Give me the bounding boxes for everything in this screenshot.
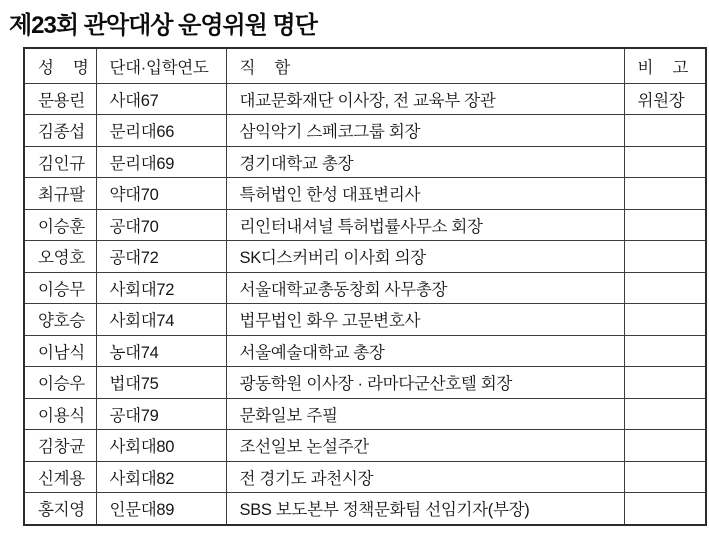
cell-note: [624, 209, 706, 241]
cell-college-year: 공대72: [96, 241, 226, 273]
cell-college-year: 약대70: [96, 178, 226, 210]
cell-note: [624, 304, 706, 336]
table-row: [24, 83, 706, 115]
cell-name: 오영호: [24, 241, 96, 273]
cell-note: [624, 430, 706, 462]
cell-position: 대교문화재단 이사장, 전 교육부 장관: [226, 83, 624, 115]
cell-name: 홍지영: [24, 493, 96, 525]
cell-college-year: 사회대74: [96, 304, 226, 336]
cell-note: [624, 272, 706, 304]
table-row: [24, 430, 706, 462]
cell-name: 김인규: [24, 146, 96, 178]
cell-note: [624, 461, 706, 493]
cell-note: [624, 146, 706, 178]
cell-name: 양호승: [24, 304, 96, 336]
cell-note: [624, 335, 706, 367]
table-row: [24, 493, 706, 525]
cell-name: 최규팔: [24, 178, 96, 210]
cell-college-year: 인문대89: [96, 493, 226, 525]
cell-position: 문화일보 주필: [226, 398, 624, 430]
cell-note: [624, 493, 706, 525]
cell-position: 조선일보 논설주간: [226, 430, 624, 462]
table-row: [24, 241, 706, 273]
cell-position: 광동학원 이사장 · 라마다군산호텔 회장: [226, 367, 624, 399]
cell-name: 이남식: [24, 335, 96, 367]
cell-name: 이용식: [24, 398, 96, 430]
cell-name: 김종섭: [24, 115, 96, 147]
cell-position: SBS 보도본부 정책문화팀 선임기자(부장): [226, 493, 624, 525]
cell-college-year: 법대75: [96, 367, 226, 399]
cell-position: 전 경기도 과천시장: [226, 461, 624, 493]
header-college-year: 단대·입학연도: [96, 48, 226, 83]
table-row: [24, 335, 706, 367]
cell-college-year: 공대79: [96, 398, 226, 430]
cell-position: 경기대학교 총장: [226, 146, 624, 178]
cell-college-year: 사회대82: [96, 461, 226, 493]
table-row: [24, 115, 706, 147]
cell-position: 삼익악기 스페코그룹 회장: [226, 115, 624, 147]
table-row: [24, 209, 706, 241]
cell-name: 이승우: [24, 367, 96, 399]
cell-college-year: 사회대72: [96, 272, 226, 304]
committee-roster-table: [23, 47, 707, 526]
table-row: [24, 272, 706, 304]
cell-name: 문용린: [24, 83, 96, 115]
cell-position: SK디스커버리 이사회 의장: [226, 241, 624, 273]
cell-college-year: 문리대69: [96, 146, 226, 178]
cell-name: 이승훈: [24, 209, 96, 241]
cell-note: [624, 178, 706, 210]
header-note: 비 고: [624, 48, 706, 83]
table-row: [24, 146, 706, 178]
table-row: [24, 304, 706, 336]
cell-name: 신계용: [24, 461, 96, 493]
cell-position: 법무법인 화우 고문변호사: [226, 304, 624, 336]
cell-position: 서울대학교총동창회 사무총장: [226, 272, 624, 304]
cell-college-year: 문리대66: [96, 115, 226, 147]
cell-note: [624, 241, 706, 273]
cell-name: 김창균: [24, 430, 96, 462]
table-row: [24, 461, 706, 493]
cell-college-year: 농대74: [96, 335, 226, 367]
cell-college-year: 공대70: [96, 209, 226, 241]
cell-name: 이승무: [24, 272, 96, 304]
header-name: 성 명: [24, 48, 96, 83]
cell-position: 서울예술대학교 총장: [226, 335, 624, 367]
table-row: [24, 367, 706, 399]
table-row: [24, 398, 706, 430]
header-position: 직 함: [226, 48, 624, 83]
cell-note: [624, 398, 706, 430]
table-row: [24, 178, 706, 210]
table-header-row: [24, 48, 706, 83]
cell-note: [624, 367, 706, 399]
cell-note: 위원장: [624, 83, 706, 115]
cell-college-year: 사대67: [96, 83, 226, 115]
cell-note: [624, 115, 706, 147]
cell-college-year: 사회대80: [96, 430, 226, 462]
cell-position: 특허법인 한성 대표변리사: [226, 178, 624, 210]
page-title: 제23회 관악대상 운영위원 명단: [9, 12, 317, 39]
cell-position: 리인터내셔널 특허법률사무소 회장: [226, 209, 624, 241]
